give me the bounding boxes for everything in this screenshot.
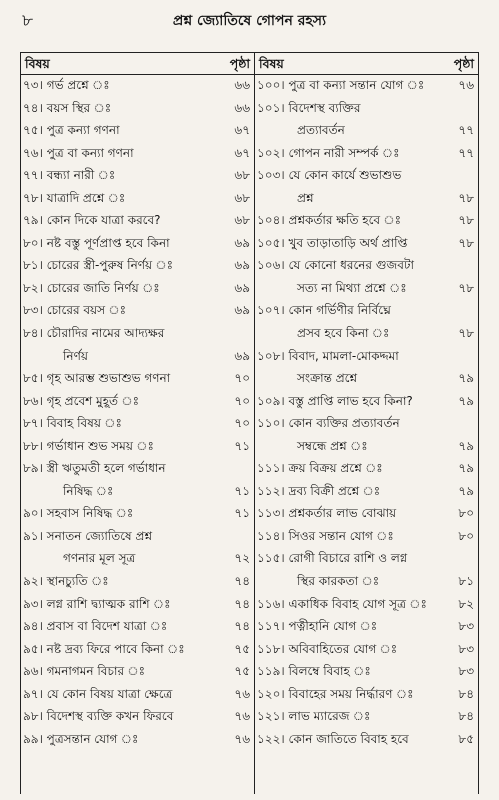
entry-page-number: ৭৮ [458,213,474,228]
entry-title: ৯৩। লগ্ন রাশি দ্ব্যাত্মক রাশি ঃ [23,596,171,611]
entry-title: ১১৯। বিলম্বে বিবাহ ঃ [257,664,371,679]
entry-title-continued: সত্য না মিথ্যা প্রশ্নে ঃ [297,280,407,295]
entry-page-number: ৭০ [234,416,250,431]
entry-page-number: ৮৪ [458,686,474,701]
entry-page-number: ৬৭ [234,123,250,138]
entry-title-continued: সম্বন্ধে প্রশ্ন ঃ [297,438,368,453]
entry-title: ১১১। ক্রয় বিক্রয় প্রশ্নে ঃ [257,461,383,476]
toc-entry [255,390,478,413]
toc-entry [255,593,478,616]
toc-entry [21,728,254,751]
entry-title: ৯৯। পুত্রসন্তান যোগ ঃ [23,731,139,746]
page-header [22,8,477,32]
toc-entry [21,119,254,142]
column-header [21,52,254,74]
toc-list [255,74,478,750]
entry-title-continued: সংক্রান্ত প্রশ্নে [297,371,358,386]
entry-page-number: ৮৩ [458,619,474,634]
entry-title: ৯৭। যে কোন বিষয় যাত্রা ক্ষেত্রে [23,686,173,701]
toc-entry [21,593,254,616]
entry-title: ১১৩। প্রশ্নকর্তার লাভ বোঝায় [257,506,397,521]
toc-entry [21,390,254,413]
entry-title: ৮৪। চৌরাদির নামের আদ্যক্ষর [23,326,165,341]
toc-entry [21,570,254,593]
entry-title: ১১৪। সিওর সন্তান যোগ ঃ [257,528,394,543]
entry-title-continued: নির্ণয় [63,348,88,363]
entry-page-number: ৭৬ [234,731,250,746]
running-title: প্রশ্ন জ্যোতিষে গোপন রহস্য [172,13,327,29]
entry-title: ৮২। চোরের জাতি নির্ণয় ঃ [23,280,160,295]
toc-entry [21,254,254,277]
entry-page-number: ৭৬ [234,686,250,701]
entry-title: ১০৪। প্রশ্নকর্তার ক্ষতি হবে ঃ [257,213,402,228]
entry-title: ৮৭। বিবাহ বিষয় ঃ [23,416,122,431]
page-header-label: পৃষ্ঠা [229,56,250,71]
entry-title: ৭৯। কোন দিকে যাত্রা করবে? [23,213,161,228]
entry-title: ১০২। গোপন নারী সম্পর্ক ঃ [257,145,400,160]
entry-title: ৯৬। গমনাগমন বিচার ঃ [23,664,145,679]
toc-entry [21,164,254,187]
toc-entry [255,412,478,457]
entry-page-number: ৬৬ [234,78,250,92]
entry-page-number: ৭৫ [234,664,250,679]
entry-page-number: ৭০ [234,371,250,386]
entry-page-number: ৭৪ [234,619,250,634]
entry-title: ১০৩। যে কোন কার্যে শুভাশুভ [257,168,402,183]
toc-entry [21,502,254,525]
entry-page-number: ৬৯ [234,303,250,318]
entry-title: ৯৮। বিদেশস্থ ব্যক্তি কখন ফিরবে [23,709,174,724]
entry-title: ৯০। সহবাস নিষিদ্ধ ঃ [23,506,134,521]
entry-page-number: ৭৮ [458,326,474,341]
entry-page-number: ৬৯ [234,348,250,363]
entry-title: ১১৮। অবিবাহিতের যোগ ঃ [257,641,398,656]
entry-page-number: ৮১ [458,574,474,589]
entry-title: ১১৬। একাধিক বিবাহ যোগ সূত্র ঃ [257,596,427,611]
entry-page-number: ৮৩ [458,664,474,679]
entry-page-number: ৬৯ [234,280,250,295]
entry-title: ১২২। কোন জাতিতে বিবাহ হবে [257,731,409,746]
entry-page-number: ৭৮ [458,190,474,205]
entry-title: ৯২। স্থানচ্যুতি ঃ [23,574,109,589]
entry-page-number: ৭৭ [458,123,474,138]
entry-title: ১২০। বিবাহের সময় নির্দ্ধারণ ঃ [257,686,414,701]
toc-right-column [255,52,478,750]
entry-page-number: ৭৮ [458,280,474,295]
page-number: ৮ [22,11,34,31]
toc-entry [255,660,478,683]
toc-entry [21,615,254,638]
toc-entry [255,97,478,142]
entry-title: ১১৭। পত্নীহানি যোগ ঃ [257,619,378,634]
toc-entry [21,142,254,165]
entry-title: ১১২। দ্রব্য বিক্রী প্রশ্নে ঃ [257,483,381,498]
entry-title: ৭৮। যাত্রাদি প্রশ্নে ঃ [23,190,126,205]
entry-title: ১০১। বিদেশস্থ ব্যক্তির [257,100,361,115]
toc-entry [255,164,478,209]
entry-page-number: ৬৭ [234,145,250,160]
entry-page-number: ৮২ [458,596,474,611]
entry-title: ৯৪। প্রবাস বা বিদেশ যাত্রা ঃ [23,619,168,634]
toc-entry [255,638,478,661]
entry-title-continued: স্থির কারকতা ঃ [297,574,380,589]
toc-entry [255,345,478,390]
toc-entry [21,74,254,97]
entry-title: ১০৫। খুব তাড়াতাড়ি অর্থ প্রাপ্তি [257,235,408,250]
entry-page-number: ৭৯ [458,461,474,476]
toc-entry [255,142,478,165]
entry-title: ১১০। কোন ব্যক্তির প্রত্যাবর্তন [257,416,400,431]
entry-title-continued: প্রত্যাবর্তন [297,123,345,138]
entry-page-number: ৮০ [458,506,474,521]
toc-entry [21,683,254,706]
entry-title: ৭৩। গর্ভ প্রশ্নে ঃ [23,78,110,92]
entry-page-number: ৮৪ [458,709,474,724]
entry-page-number: ৭৪ [234,596,250,611]
entry-page-number: ৭৯ [458,438,474,453]
toc-entry [255,480,478,503]
entry-page-number: ৭১ [234,438,250,453]
entry-title-continued: গণনার মূল সূত্র [63,551,136,566]
entry-title-continued: নিষিদ্ধ ঃ [63,483,114,498]
entry-page-number: ৭৯ [458,393,474,408]
entry-title: ৯৫। নষ্ট দ্রব্য ফিরে পাবে কিনা ঃ [23,641,185,656]
entry-title: ৯১। সনাতন জ্যোতিষে প্রশ্ন [23,528,152,543]
toc-entry [21,232,254,255]
toc-entry [21,638,254,661]
entry-page-number: ৭৮ [458,235,474,250]
entry-title: ১০৮। বিবাদ, মামলা-মোকদ্দমা [257,348,399,363]
toc-entry [21,705,254,728]
toc-entry [255,547,478,592]
entry-title: ১১৫। রোগী বিচারে রাশি ও লগ্ন [257,551,408,566]
entry-title: ৭৬। পুত্র বা কন্যা গণনা [23,145,134,160]
subject-header: বিষয় [259,56,284,71]
entry-title: ১০০। পুত্র বা কন্যা সন্তান যোগ ঃ [257,78,425,92]
entry-page-number: ৮৫ [458,731,474,746]
toc-entry [21,209,254,232]
entry-page-number: ৭১ [234,506,250,521]
toc-entry [255,299,478,344]
toc-entry [21,660,254,683]
page-header-label: পৃষ্ঠা [453,56,474,71]
entry-title: ৭৪। বয়স স্থির ঃ [23,100,112,115]
toc-entry [21,299,254,322]
table-right-border [478,52,479,794]
entry-page-number: ৬৬ [234,100,250,115]
entry-page-number: ৭৯ [458,483,474,498]
toc-entry [255,254,478,299]
toc-entry [21,322,254,367]
toc-entry [21,412,254,435]
entry-page-number: ৭৫ [234,641,250,656]
toc-entry [21,277,254,300]
entry-page-number: ৭৪ [234,574,250,589]
entry-page-number: ৭৬ [458,78,474,92]
entry-title: ৮৯। স্ত্রী ঋতুমতী হলে গর্ভাধান [23,461,166,476]
entry-title-continued: প্রশ্ন [297,190,314,205]
entry-page-number: ৬৮ [234,190,250,205]
toc-entry [21,97,254,120]
toc-entry [21,367,254,390]
entry-page-number: ৭০ [234,393,250,408]
entry-title: ৮৬। গৃহ প্রবেশ মুহূর্ত ঃ [23,393,139,408]
column-header [255,52,478,74]
entry-page-number: ৭৯ [458,371,474,386]
toc-entry [255,683,478,706]
toc-entry [255,525,478,548]
toc-entry [255,209,478,232]
toc-entry [255,728,478,751]
entry-page-number: ৭১ [234,483,250,498]
toc-entry [21,457,254,502]
entry-title: ১০৬। যে কোনো ধরনের গুজবটা [257,258,414,273]
toc-entry [255,74,478,97]
toc-entry [255,232,478,255]
entry-page-number: ৭৬ [234,709,250,724]
entry-page-number: ৮০ [458,528,474,543]
entry-page-number: ৭২ [234,551,250,566]
entry-page-number: ৭৭ [458,145,474,160]
entry-title: ৮০। নষ্ট বস্তু পূর্ণপ্রাপ্ত হবে কিনা [23,235,170,250]
entry-page-number: ৬৯ [234,235,250,250]
entry-page-number: ৬৯ [234,258,250,273]
entry-page-number: ৬৮ [234,168,250,183]
entry-title: ৭৫। পুত্র কন্যা গণনা [23,123,120,138]
toc-entry [21,435,254,458]
entry-title: ৮৮। গর্ভাধান শুভ সময় ঃ [23,438,154,453]
subject-header: বিষয় [25,56,50,71]
entry-title: ৮৩। চোরের বয়স ঃ [23,303,126,318]
entry-title: ৮১। চোরের স্ত্রী-পুরুষ নির্ণয় ঃ [23,258,174,273]
toc-list [21,74,254,750]
toc-left-column [21,52,254,750]
toc-entry [255,502,478,525]
toc-entry [255,457,478,480]
entry-title-continued: প্রসব হবে কিনা ঃ [297,326,390,341]
entry-title: ৭৭। বন্ধ্যা নারী ঃ [23,168,116,183]
entry-title: ৮৫। গৃহ আরম্ভ শুভাশুভ গণনা [23,371,171,386]
toc-entry [255,615,478,638]
toc-entry [21,525,254,570]
toc-entry [21,187,254,210]
entry-page-number: ৮৩ [458,641,474,656]
entry-title: ১০৭। কোন গর্ভিণীর নির্বিঘ্নে [257,303,391,318]
entry-title: ১০৯। বস্তু প্রাপ্তি লাভ হবে কিনা? [257,393,413,408]
toc-entry [255,705,478,728]
entry-title: ১২১। লাভ ম্যারেজ ঃ [257,709,371,724]
entry-page-number: ৬৮ [234,213,250,228]
